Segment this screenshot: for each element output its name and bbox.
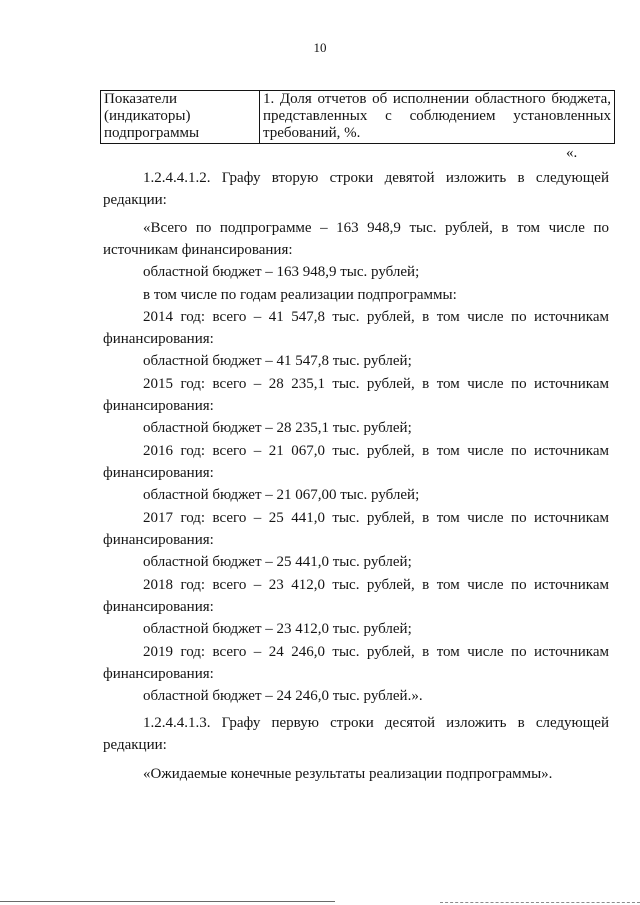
paragraph-line: областной бюджет – 21 067,00 тыс. рублей; xyxy=(143,487,420,503)
paragraph-line: финансирования: xyxy=(103,599,214,615)
paragraph-line: финансирования: xyxy=(103,331,214,347)
indicators-table xyxy=(100,90,615,144)
table-cell-line: подпрограммы xyxy=(104,125,200,141)
paragraph-line: финансирования: xyxy=(103,532,214,548)
table-cell-indicators-label xyxy=(101,91,260,144)
paragraph-line: «Ожидаемые конечные результаты реализации подпрограммы». xyxy=(143,766,553,782)
paragraph-line: 2018 год: всего – 23 412,0 тыс. рублей, в том числе по источникам xyxy=(143,577,609,593)
paragraph-line: областной бюджет – 28 235,1 тыс. рублей; xyxy=(143,420,412,436)
paragraph-line: 1.2.4.4.1.2. Графу вторую строки девятой изложить в следующей xyxy=(143,170,609,186)
paragraph-line: 2017 год: всего – 25 441,0 тыс. рублей, в том числе по источникам xyxy=(143,510,609,526)
paragraph-line: областной бюджет – 23 412,0 тыс. рублей; xyxy=(143,621,412,637)
paragraph-line: 2015 год: всего – 28 235,1 тыс. рублей, в том числе по источникам xyxy=(143,376,609,392)
paragraph-line: 2014 год: всего – 41 547,8 тыс. рублей, в том числе по источникам xyxy=(143,309,609,325)
paragraph-line: в том числе по годам реализации подпрограммы: xyxy=(143,287,457,303)
table-cell-indicators-value xyxy=(260,91,615,144)
paragraph-line: областной бюджет – 163 948,9 тыс. рублей; xyxy=(143,264,420,280)
page-number: 10 xyxy=(313,40,327,55)
paragraph-line: 1.2.4.4.1.3. Графу первую строки десятой изложить в следующей xyxy=(143,715,609,731)
table-cell-line: 1. Доля отчетов об исполнении областного бюджета, xyxy=(263,91,611,107)
paragraph-line: 2016 год: всего – 21 067,0 тыс. рублей, в том числе по источникам xyxy=(143,443,609,459)
table-cell-line: требований, %. xyxy=(263,125,361,141)
table-cell-line: представленных с соблюдением установленных xyxy=(263,108,611,124)
table-cell-line: (индикаторы) xyxy=(104,108,191,124)
paragraph-line: «Всего по подпрограмме – 163 948,9 тыс. рублей, в том числе по xyxy=(143,220,609,236)
paragraph-line: областной бюджет – 41 547,8 тыс. рублей; xyxy=(143,353,412,369)
closing-quote: «. xyxy=(566,145,578,161)
paragraph-line: финансирования: xyxy=(103,666,214,682)
paragraph-line: редакции: xyxy=(103,192,167,208)
paragraph-line: областной бюджет – 25 441,0 тыс. рублей; xyxy=(143,554,412,570)
paragraph-line: 2019 год: всего – 24 246,0 тыс. рублей, в том числе по источникам xyxy=(143,644,609,660)
bottom-rule xyxy=(0,901,335,902)
table-cell-line: Показатели xyxy=(104,91,177,107)
table-row xyxy=(101,91,615,144)
bottom-rule-dashed xyxy=(440,902,640,903)
paragraph-line: источникам финансирования: xyxy=(103,242,293,258)
paragraph-line: редакции: xyxy=(103,737,167,753)
paragraph-line: областной бюджет – 24 246,0 тыс. рублей.». xyxy=(143,688,423,704)
paragraph-line: финансирования: xyxy=(103,398,214,414)
paragraph-line: финансирования: xyxy=(103,465,214,481)
